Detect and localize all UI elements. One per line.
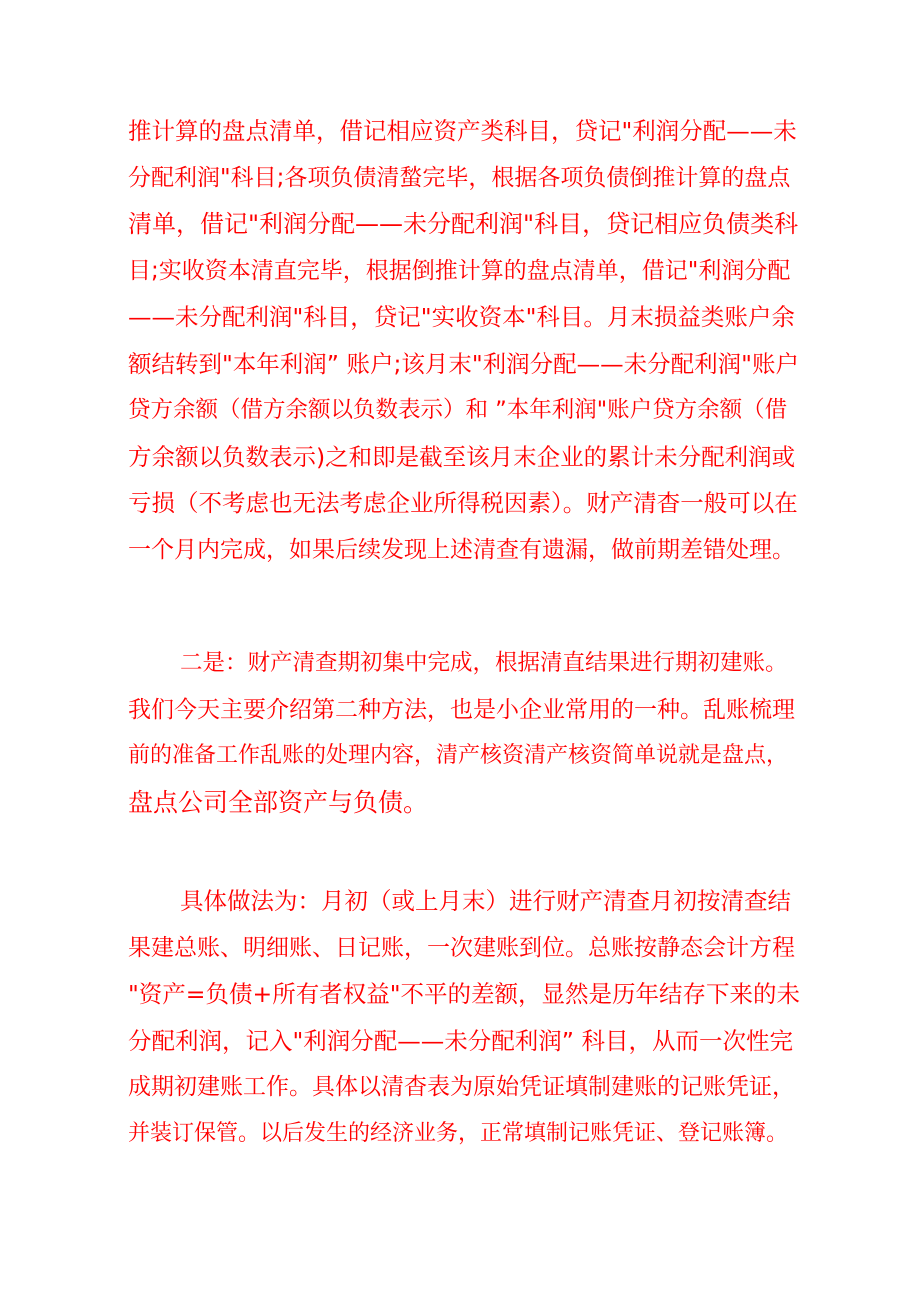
paragraph-line: 具体做法为：月初（或上月末）进行财产清查月初按清查结 <box>180 887 791 915</box>
paragraph-line: 一个月内完成，如果后续发现上述清查有遗漏，做前期差错处理。 <box>128 536 795 563</box>
paragraph-line: 清单，借记"利润分配——未分配利润"科目，贷记相应负债类科 <box>128 210 799 238</box>
paragraph-line: 前的准备工作乱账的处理内容，清产核资清产核资简单说就是盘点， <box>128 743 789 768</box>
paragraph-line: ——未分配利润"科目，贷记"实收资本"科目。月末损益类账户余 <box>128 303 795 331</box>
paragraph-line: 二是：财产清查期初集中完成，根据清直结果进行期初建账。 <box>180 650 788 676</box>
paragraph-line: 成期初建账工作。具体以清杳表为原始凭证填制建账的记账凭证， <box>128 1074 795 1100</box>
paragraph-line: 方余额以负数表示)之和即是截至该月末企业的累计未分配利润或 <box>128 442 796 471</box>
paragraph-line: 盘点公司全部资产与负债。 <box>128 787 429 817</box>
paragraph-line: 亏损（不考虑也无法考虑企业所得税因素）。财产清杳一般可以在 <box>128 489 798 517</box>
paragraph-line: 并装订保管。以后发生的经济业务，正常填制记账凭证、登记账簿。 <box>128 1120 789 1146</box>
paragraph-line: 分配利润"科目;各项负债清蝵完毕，根据各项负债倒推计算的盘点 <box>128 164 791 191</box>
paragraph-3 <box>128 878 800 1157</box>
paragraph-line: 推计算的盘点清单，借记相应资产类科目，贷记"利润分配——未 <box>128 117 797 145</box>
paragraph-line: 贷方余额（借方余额以负数表示）和 ”本年利润"账户贷方余额（借 <box>128 397 788 423</box>
paragraph-line: 目;实收资本清直完毕，根据倒推计算的盘点清单，借记"利润分配 <box>128 257 791 284</box>
paragraph-line: 分配利润，记入"利润分配——未分配利润” 科目，从而一次性完 <box>128 1026 793 1055</box>
paragraph-line: "资产=负债+所有者权益"不平的差额，显然是历年结存下来的未 <box>128 980 800 1008</box>
paragraph-line: 我们今天主要介绍第二种方法，也是小企业常用的一种。乱账梳理 <box>128 696 795 723</box>
paragraph-1 <box>128 108 800 573</box>
paragraph-line: 果建总账、明细账、日记账，一次建账到位。总账按静态会计方程 <box>128 934 795 961</box>
paragraph-2 <box>128 640 800 826</box>
paragraph-line: 额结转到"本年利润” 账户;该月末"利润分配——未分配利润"账户 <box>128 349 799 378</box>
